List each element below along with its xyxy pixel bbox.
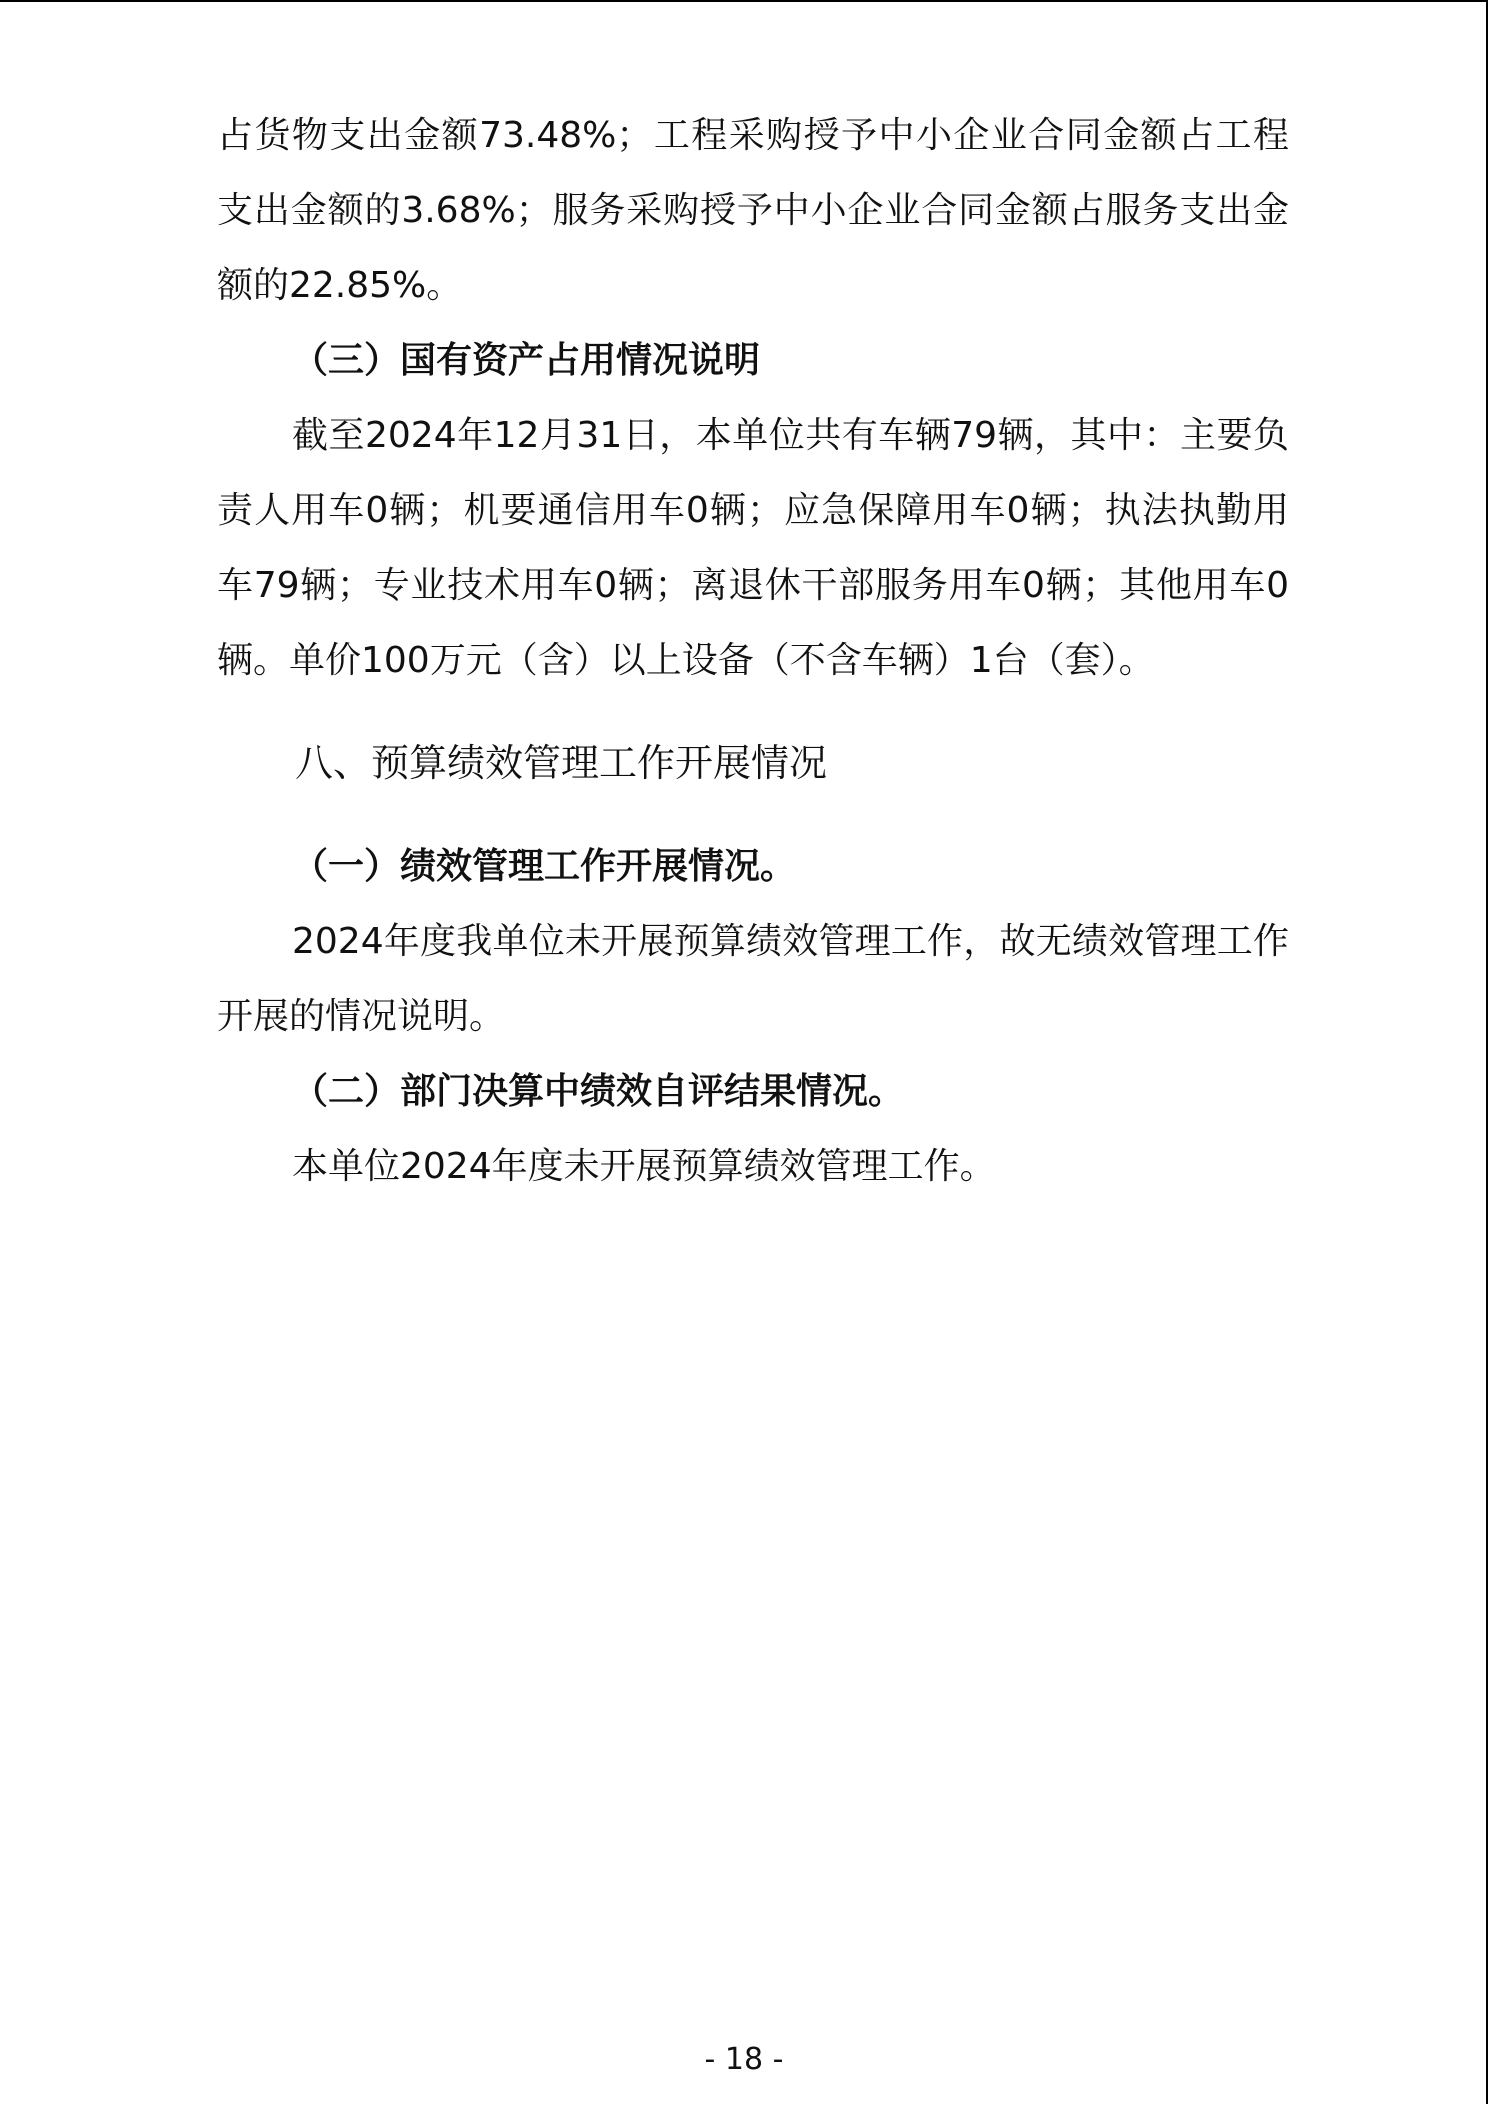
section-heading-state-assets: （三）国有资产占用情况说明 (292, 340, 761, 381)
self-evaluation-paragraph: 本单位2024年度未开展预算绩效管理工作。 (292, 1146, 996, 1187)
procurement-paragraph: 占货物支出金额73.48%；工程采购授予中小企业合同金额占工程支出金额的3.68%；服务采购授予中小企业合同金额占服务支出金额的22.85%。 (217, 115, 1289, 306)
state-assets-paragraph: 截至2024年12月31日，本单位共有车辆79辆，其中：主要负责人用车0辆；机要通信用车0辆；应急保障用车0辆；执法执勤用车79辆；专业技术用车0辆；离退休干部服务用车0辆；其他用车0辆。单价100万元（含）以上设备（不含车辆）1台（套）。 (217, 415, 1289, 681)
document-body (217, 98, 1289, 1204)
section-heading-performance-work: （一）绩效管理工作开展情况。 (292, 846, 797, 887)
page-number: - 18 - (704, 2042, 784, 2077)
performance-work-paragraph: 2024年度我单位未开展预算绩效管理工作，故无绩效管理工作开展的情况说明。 (217, 921, 1289, 1037)
section-heading-self-evaluation: （二）部门决算中绩效自评结果情况。 (292, 1071, 905, 1112)
chapter-title-performance-management: 八、预算绩效管理工作开展情况 (295, 741, 828, 785)
page-border-top (0, 0, 1488, 2)
